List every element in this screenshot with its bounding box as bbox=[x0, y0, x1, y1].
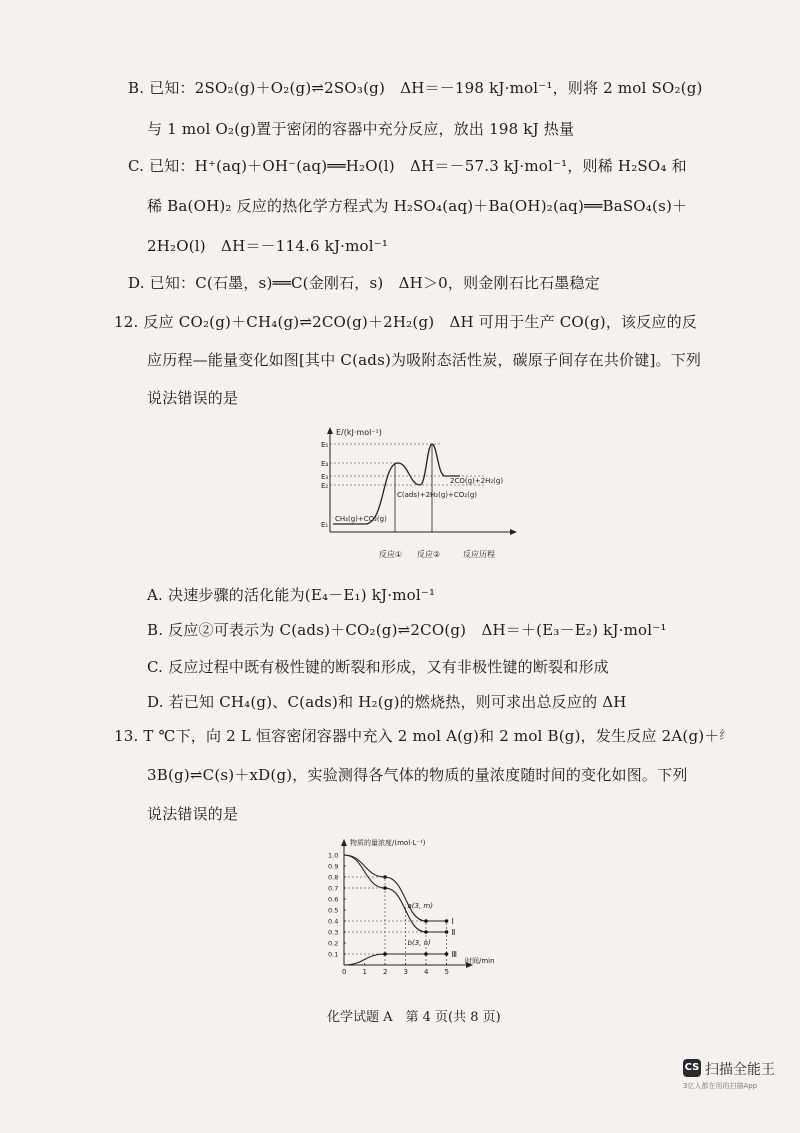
question-13-line2: 3B(g)⇌C(s)＋xD(g)，实验测得各气体的物质的量浓度随时间的变化如图。下列 bbox=[147, 766, 688, 784]
label-reactants: CH₄(g)+CO₂(g) bbox=[335, 515, 387, 523]
series-point bbox=[424, 930, 428, 934]
y-tick-label: 0.9 bbox=[328, 862, 339, 871]
scanner-watermark-title: 扫描全能王 bbox=[705, 1062, 775, 1078]
series-line-1 bbox=[344, 855, 447, 921]
option-a12: A. 决速步骤的活化能为(E₄－E₁) kJ·mol⁻¹ bbox=[147, 586, 436, 604]
concentration-chart bbox=[318, 832, 518, 980]
x-tick-label: 3 bbox=[403, 968, 408, 976]
option-d12: D. 若已知 CH₄(g)、C(ads)和 H₂(g)的燃烧热，则可求出总反应的 ΔH bbox=[147, 693, 627, 711]
xaxis-step2: 反应② bbox=[417, 550, 441, 559]
label-intermediate: C(ads)+2H₂(g)+CO₂(g) bbox=[397, 491, 477, 499]
option-b12: B. 反应②可表示为 C(ads)＋CO₂(g)⇌2CO(g) ΔH＝＋(E₃－E₂) kJ·mol⁻¹ bbox=[147, 621, 667, 639]
scanner-watermark-subtitle: 3亿人都在用的扫描App bbox=[683, 1082, 758, 1090]
page-footer: 化学试题 A 第 4 页(共 8 页) bbox=[327, 1010, 501, 1025]
option-c-line1: C. 已知：H⁺(aq)＋OH⁻(aq)══H₂O(l) ΔH＝－57.3 kJ·mol⁻¹，则稀 H₂SO₄ 和 bbox=[128, 157, 687, 175]
option-c12: C. 反应过程中既有极性键的断裂和形成，又有非极性键的断裂和形成 bbox=[147, 658, 609, 676]
series-label: Ⅰ bbox=[451, 917, 454, 926]
question-12-line2: 应历程—能量变化如图[其中 C(ads)为吸附态活性炭，碳原子间存在共价键]。下列 bbox=[147, 351, 702, 369]
series-point bbox=[383, 875, 387, 879]
series-point bbox=[424, 952, 428, 956]
series-point bbox=[424, 919, 428, 923]
scanner-logo: CS bbox=[683, 1059, 701, 1077]
question-12-line3: 说法错误的是 bbox=[147, 389, 239, 407]
y-tick-label: 1.0 bbox=[328, 851, 339, 860]
level-e3: E₃ bbox=[321, 473, 329, 481]
y-tick-label: 0.5 bbox=[328, 906, 339, 915]
option-b-line2: 与 1 mol O₂(g)置于密闭的容器中充分反应，放出 198 kJ 热量 bbox=[147, 120, 575, 138]
x-tick-label: 1 bbox=[362, 968, 367, 976]
energy-curve bbox=[333, 444, 460, 524]
chart-ylabel: 物质的量浓度/(mol·L⁻¹) bbox=[350, 839, 426, 847]
y-tick-label: 0.7 bbox=[328, 884, 339, 893]
level-e1: E₁ bbox=[321, 521, 329, 529]
series-point bbox=[383, 886, 387, 890]
chart-xlabel: 时间/min bbox=[465, 957, 495, 965]
level-e4: E₄ bbox=[321, 460, 329, 468]
question-12-line1: 12. 反应 CO₂(g)＋CH₄(g)⇌2CO(g)＋2H₂(g) ΔH 可用于生产 CO(g)，该反应的反 bbox=[114, 313, 698, 331]
series-point bbox=[383, 952, 387, 956]
series-point bbox=[445, 930, 449, 934]
series-label: Ⅲ bbox=[451, 950, 458, 959]
label-products: 2CO(g)+2H₂(g) bbox=[450, 477, 504, 485]
series-label: Ⅱ bbox=[451, 928, 456, 937]
option-c-line2: 稀 Ba(OH)₂ 反应的热化学方程式为 H₂SO₄(aq)＋Ba(OH)₂(aq)══BaSO₄(s)＋ bbox=[147, 197, 688, 215]
series-point bbox=[445, 952, 449, 956]
margin-fragment: 纟 bbox=[719, 728, 732, 742]
option-d-line1: D. 已知：C(石墨，s)══C(金刚石，s) ΔH＞0，则金刚石比石墨稳定 bbox=[128, 274, 600, 292]
xaxis-step1: 反应① bbox=[379, 550, 403, 559]
y-tick-label: 0.6 bbox=[328, 895, 339, 904]
y-tick-label: 0.3 bbox=[328, 928, 339, 937]
xaxis-progress: 反应历程 bbox=[463, 550, 495, 559]
energy-diagram bbox=[300, 422, 530, 567]
x-tick-label: 0 bbox=[342, 968, 347, 976]
option-c-line3: 2H₂O(l) ΔH＝－114.6 kJ·mol⁻¹ bbox=[147, 237, 389, 255]
y-tick-label: 0.2 bbox=[328, 939, 339, 948]
x-tick-label: 4 bbox=[424, 968, 429, 976]
y-tick-label: 0.4 bbox=[328, 917, 339, 926]
question-13-line1: 13. T ℃下，向 2 L 恒容密闭容器中充入 2 mol A(g)和 2 mol B(g)，发生反应 2A(g)＋ bbox=[114, 727, 720, 745]
series-point bbox=[445, 919, 449, 923]
annotation-label: a(3, m) bbox=[407, 901, 433, 910]
y-tick-label: 0.8 bbox=[328, 873, 339, 882]
level-e2: E₂ bbox=[321, 482, 329, 490]
annotation-label: b(3, n) bbox=[407, 939, 431, 948]
option-b-line1: B. 已知：2SO₂(g)＋O₂(g)⇌2SO₃(g) ΔH＝－198 kJ·mol⁻¹，则将 2 mol SO₂(g) bbox=[128, 79, 703, 97]
question-13-line3: 说法错误的是 bbox=[147, 805, 239, 823]
x-tick-label: 5 bbox=[444, 968, 449, 976]
x-tick-label: 2 bbox=[383, 968, 388, 976]
energy-ylabel: E/(kJ·mol⁻¹) bbox=[336, 428, 382, 437]
y-tick-label: 0.1 bbox=[328, 950, 339, 959]
level-e5: E₅ bbox=[321, 441, 329, 449]
series-line-3 bbox=[344, 954, 447, 965]
